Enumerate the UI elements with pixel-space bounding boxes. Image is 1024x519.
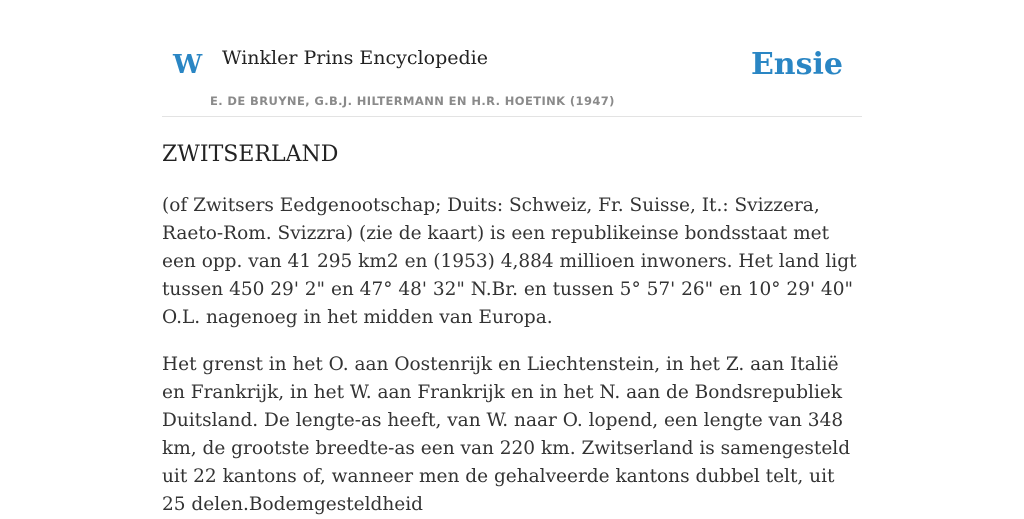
book-authors: E. DE BRUYNE, G.B.J. HILTERMANN EN H.R. HOETINK (1947) xyxy=(210,94,615,108)
entry-paragraph-1: (of Zwitsers Eedgenootschap; Duits: Schweiz, Fr. Suisse, It.: Svizzera, Raeto-Rom. Svizzra) (zie de kaart) is een republikeinse bondsstaat met een opp. van 41 295 km2 en (1953) 4,884 millioen inwoners. Het land ligt tussen 450 29' 2" en 47° 48' 32" N.Br. en tussen 5° 57' 26" en 10° 29' 40" O.L. nagenoeg in het midden van Europa. xyxy=(162,195,857,328)
article-container xyxy=(162,0,862,515)
book-title[interactable]: Winkler Prins Encyclopedie xyxy=(222,47,488,69)
winkler-prins-logo[interactable]: W xyxy=(173,50,203,80)
header xyxy=(162,0,862,117)
ensie-logo[interactable]: Ensie xyxy=(750,47,843,82)
entry-title: ZWITSERLAND xyxy=(162,142,339,167)
entry-paragraph-2: Het grenst in het O. aan Oostenrijk en Liechtenstein, in het Z. aan Italië en Frankrijk, in het W. aan Frankrijk en in het N. aan de Bondsrepubliek Duitsland. De lengte-as heeft, van W. naar O. lopend, een lengte van 348 km, de grootste breedte-as een van 220 km. Zwitserland is samengesteld uit 22 kantons of, wanneer men de gehalveerde kantons dubbel telt, uit 25 delen.Bodemgesteldheid xyxy=(162,354,851,515)
